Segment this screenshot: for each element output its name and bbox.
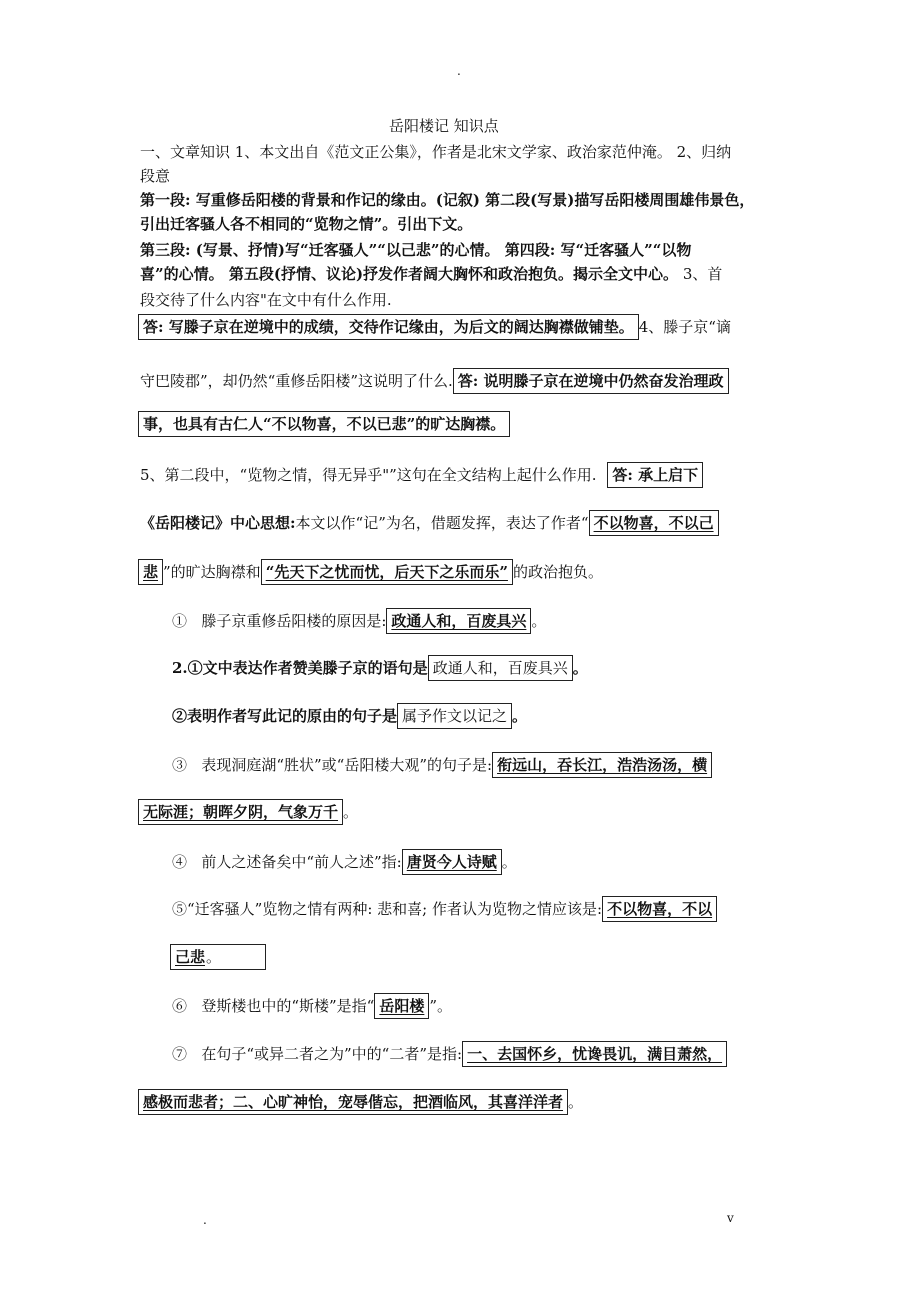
- intro-line-1: 一、文章知识 1、本文出自《范文正公集》，作者是北宋文学家、政治家范仲淹。 2、归纳: [140, 143, 732, 161]
- intro-line-2: 段意: [140, 167, 171, 185]
- item-1-num: ①: [172, 612, 188, 630]
- item-3-answer-2: 无际涯；朝晖夕阴，气象万千: [138, 799, 343, 825]
- item-7: [172, 1043, 727, 1064]
- item-1-question: 滕子京重修岳阳楼的原因是:: [201, 612, 387, 630]
- center-thought-row-2: [138, 561, 603, 582]
- item-2-2: [172, 705, 527, 726]
- question-4-row: [140, 370, 729, 391]
- answer-3-box: 答: 写滕子京在逆境中的成绩，交待作记缘由，为后文的阔达胸襟做铺垫。: [138, 314, 639, 340]
- question-4b: 守巴陵郡”，却仍然“重修岳阳楼”这说明了什么.: [140, 372, 453, 390]
- center-thought-box-1a: 不以物喜，不以己: [589, 510, 719, 536]
- item-2-1: [172, 657, 588, 678]
- item-5: [172, 898, 717, 919]
- item-4-num: ④: [172, 853, 188, 871]
- question-5: 5、第二段中，“览物之情，得无异乎"”这句在全文结构上起什么作用.: [140, 466, 597, 484]
- item-1-end: 。: [531, 612, 547, 630]
- item-5-end: 。: [206, 948, 222, 966]
- item-3-end: 。: [343, 803, 359, 821]
- answer-4a-box: 答: 说明滕子京在逆境中仍然奋发治理政: [453, 368, 729, 394]
- item-6-question: 登斯楼也中的“斯楼”是指“: [201, 997, 375, 1015]
- item-2-1-num: 2.①: [172, 659, 203, 677]
- item-7-end: 。: [568, 1093, 584, 1111]
- item-1-answer: 政通人和，百废具兴: [386, 608, 531, 634]
- item-7-cont: [138, 1091, 583, 1112]
- item-6-end: ”。: [429, 997, 453, 1015]
- item-4-question: 前人之述备矣中“前人之述”指:: [201, 853, 402, 871]
- question-4a: 4、滕子京“谪: [638, 318, 731, 336]
- paragraph-summary-3b-bold: 喜”的心情。 第五段(抒情、议论)抒发作者阔大胸怀和政治抱负。揭示全文中心。: [140, 265, 679, 283]
- paragraph-summary-3b-tail: 3、首: [678, 265, 723, 283]
- item-2-1-answer: 政通人和，百废具兴: [428, 655, 573, 681]
- question-3: 段交待了什么内容"在文中有什么作用.: [140, 291, 392, 309]
- item-1: [172, 610, 546, 631]
- paragraph-summary-3b: [140, 262, 782, 286]
- item-5-question: “迁客骚人”览物之情有两种: 悲和喜; 作者认为览物之情应该是:: [187, 900, 603, 918]
- item-5-num: ⑤: [172, 900, 188, 918]
- item-7-num: ⑦: [172, 1045, 188, 1063]
- center-thought-mid: ”的旷达胸襟和: [163, 563, 261, 581]
- item-3-num: ③: [172, 756, 188, 774]
- item-6-num: ⑥: [172, 997, 188, 1015]
- center-thought-row-1: [140, 512, 719, 533]
- item-4: [172, 851, 517, 872]
- item-7-question: 在句子“或异二者之为”中的“二者”是指:: [201, 1045, 463, 1063]
- item-3-cont: [138, 801, 358, 822]
- page-title: 岳阳楼记 知识点: [389, 117, 499, 135]
- paragraph-summary-3a: 第三段: (写景、抒情)写“迁客骚人”“以己悲”的心情。 第四段: 写“迁客骚人”“以物: [140, 241, 692, 259]
- item-3-answer-1: 衔远山，吞长江，浩浩汤汤，横: [492, 752, 712, 778]
- item-4-answer: 唐贤今人诗赋: [402, 849, 502, 875]
- answer-4b-row: [138, 413, 510, 434]
- item-7-answer-1: 一、去国怀乡，忧谗畏讥，满目萧然，: [462, 1041, 727, 1067]
- item-7-answer-2: 感极而悲者；二、心旷神怡，宠辱偕忘，把酒临风，其喜洋洋者: [138, 1089, 568, 1115]
- item-3: [172, 754, 712, 775]
- question-5-row: [140, 464, 703, 485]
- footer-left-dot: .: [203, 1213, 207, 1227]
- center-thought-tail: 的政治抱负。: [512, 563, 603, 581]
- center-thought-text: 本文以作“记”为名，借题发挥，表达了作者“: [295, 514, 589, 532]
- paragraph-summary-1a: 第一段: 写重修岳阳楼的背景和作记的缘由。(记叙) 第二段(写景)描写岳阳楼周围雄伟景色，: [140, 191, 755, 209]
- item-3-question: 表现洞庭湖“胜状”或“岳阳楼大观”的句子是:: [201, 756, 493, 774]
- center-thought-label: 《岳阳楼记》中心思想:: [140, 514, 296, 532]
- item-2-2-end: 。: [512, 707, 528, 725]
- item-6: [172, 995, 452, 1016]
- item-5-answer-1: 不以物喜，不以: [602, 896, 717, 922]
- item-4-end: 。: [501, 853, 517, 871]
- item-2-1-end: 。: [572, 659, 588, 677]
- footer-right-mark: v: [727, 1211, 734, 1225]
- header-dot: .: [457, 64, 461, 78]
- answer-3-row: [138, 316, 731, 337]
- item-2-1-question: 文中表达作者赞美滕子京的语句是: [202, 659, 428, 677]
- center-thought-box-1b: 悲: [138, 559, 163, 585]
- center-thought-box-2: “先天下之忧而忧，后天下之乐而乐”: [261, 559, 513, 585]
- item-6-answer: 岳阳楼: [374, 993, 429, 1019]
- paragraph-summary-1b: 引出迁客骚人各不相同的“览物之情”。引出下文。: [140, 215, 473, 233]
- answer-4b-box: 事，也具有古仁人“不以物喜，不以已悲”的旷达胸襟。: [138, 411, 510, 437]
- item-2-2-num: ②: [172, 707, 188, 725]
- item-2-2-question: 表明作者写此记的原由的句子是: [187, 707, 398, 725]
- item-2-2-answer: 属予作文以记之: [397, 703, 512, 729]
- item-5-answer-2: 己悲: [170, 944, 266, 970]
- answer-5-box: 答: 承上启下: [607, 462, 703, 488]
